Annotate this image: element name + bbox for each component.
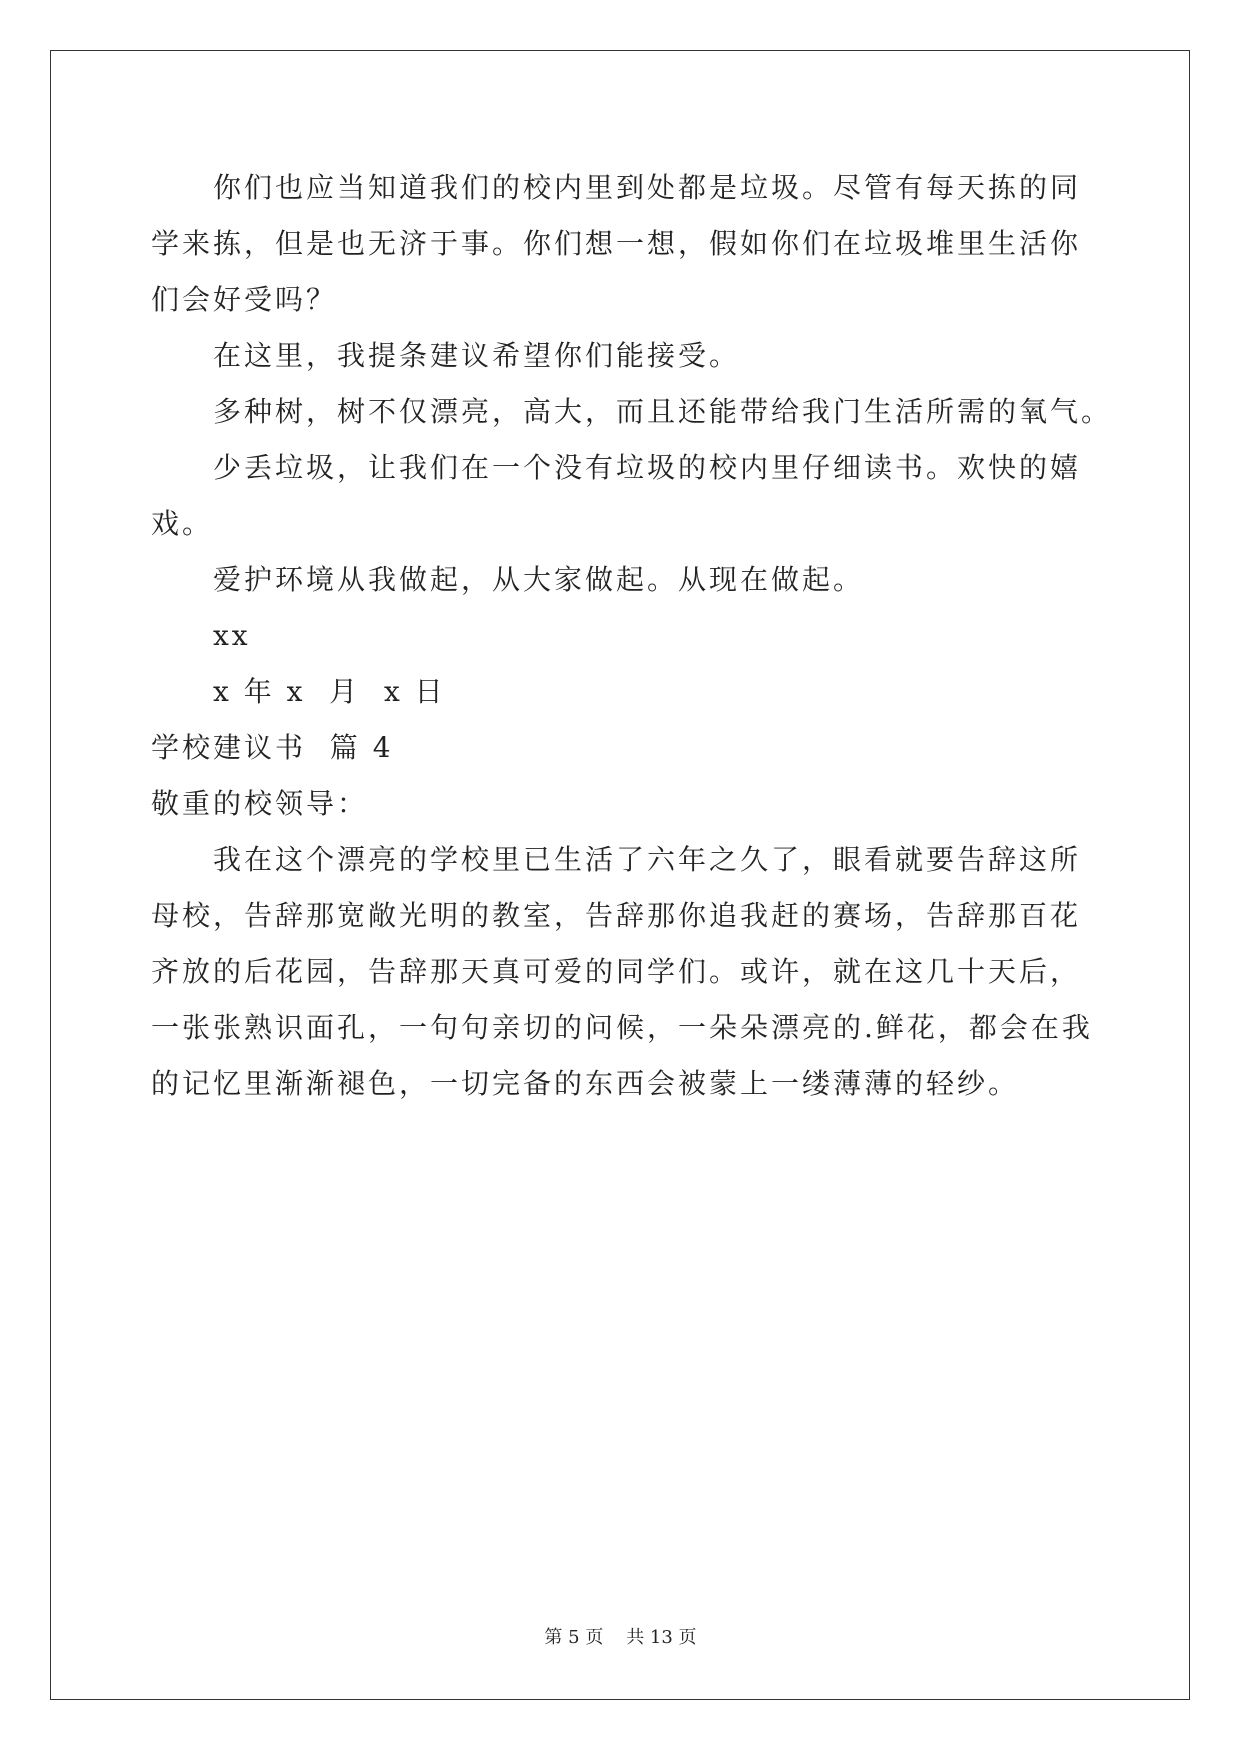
paragraph-line: 我在这个漂亮的学校里已生活了六年之久了，眼看就要告辞这所 — [213, 843, 1082, 876]
paragraph-line: 母校，告辞那宽敞光明的教室，告辞那你追我赶的赛场，告辞那百花 — [151, 899, 1082, 932]
section-heading: 学校建议书 篇 4 — [151, 731, 394, 764]
paragraph-line: 多种树，树不仅漂亮，高大，而且还能带给我门生活所需的氧气。 — [213, 395, 1113, 428]
paragraph-line: 戏。 — [151, 507, 214, 540]
paragraph-line: 爱护环境从我做起，从大家做起。从现在做起。 — [213, 563, 865, 596]
document-body — [151, 160, 1113, 1112]
paragraph-line: 一张张熟识面孔，一句句亲切的问候，一朵朵漂亮的.鲜花，都会在我 — [151, 1011, 1093, 1044]
paragraph-line: 学来拣，但是也无济于事。你们想一想，假如你们在垃圾堆里生活你 — [151, 227, 1082, 260]
paragraph-line: 少丢垃圾，让我们在一个没有垃圾的校内里仔细读书。欢快的嬉 — [213, 451, 1082, 484]
salutation: 敬重的校领导： — [151, 787, 369, 820]
paragraph-line: 们会好受吗？ — [151, 283, 338, 316]
paragraph-line: 在这里，我提条建议希望你们能接受。 — [213, 339, 741, 372]
signature-name: xx — [213, 619, 251, 652]
page-number: 第 5 页 共 13 页 — [544, 1627, 697, 1648]
paragraph-line: 的记忆里渐渐褪色，一切完备的东西会被蒙上一缕薄薄的轻纱。 — [151, 1067, 1020, 1100]
paragraph-line: 你们也应当知道我们的校内里到处都是垃圾。尽管有每天拣的同 — [213, 171, 1082, 204]
paragraph-line: 齐放的后花园，告辞那天真可爱的同学们。或许，就在这几十天后， — [151, 955, 1082, 988]
signature-date: x 年 x 月 x 日 — [213, 675, 446, 708]
